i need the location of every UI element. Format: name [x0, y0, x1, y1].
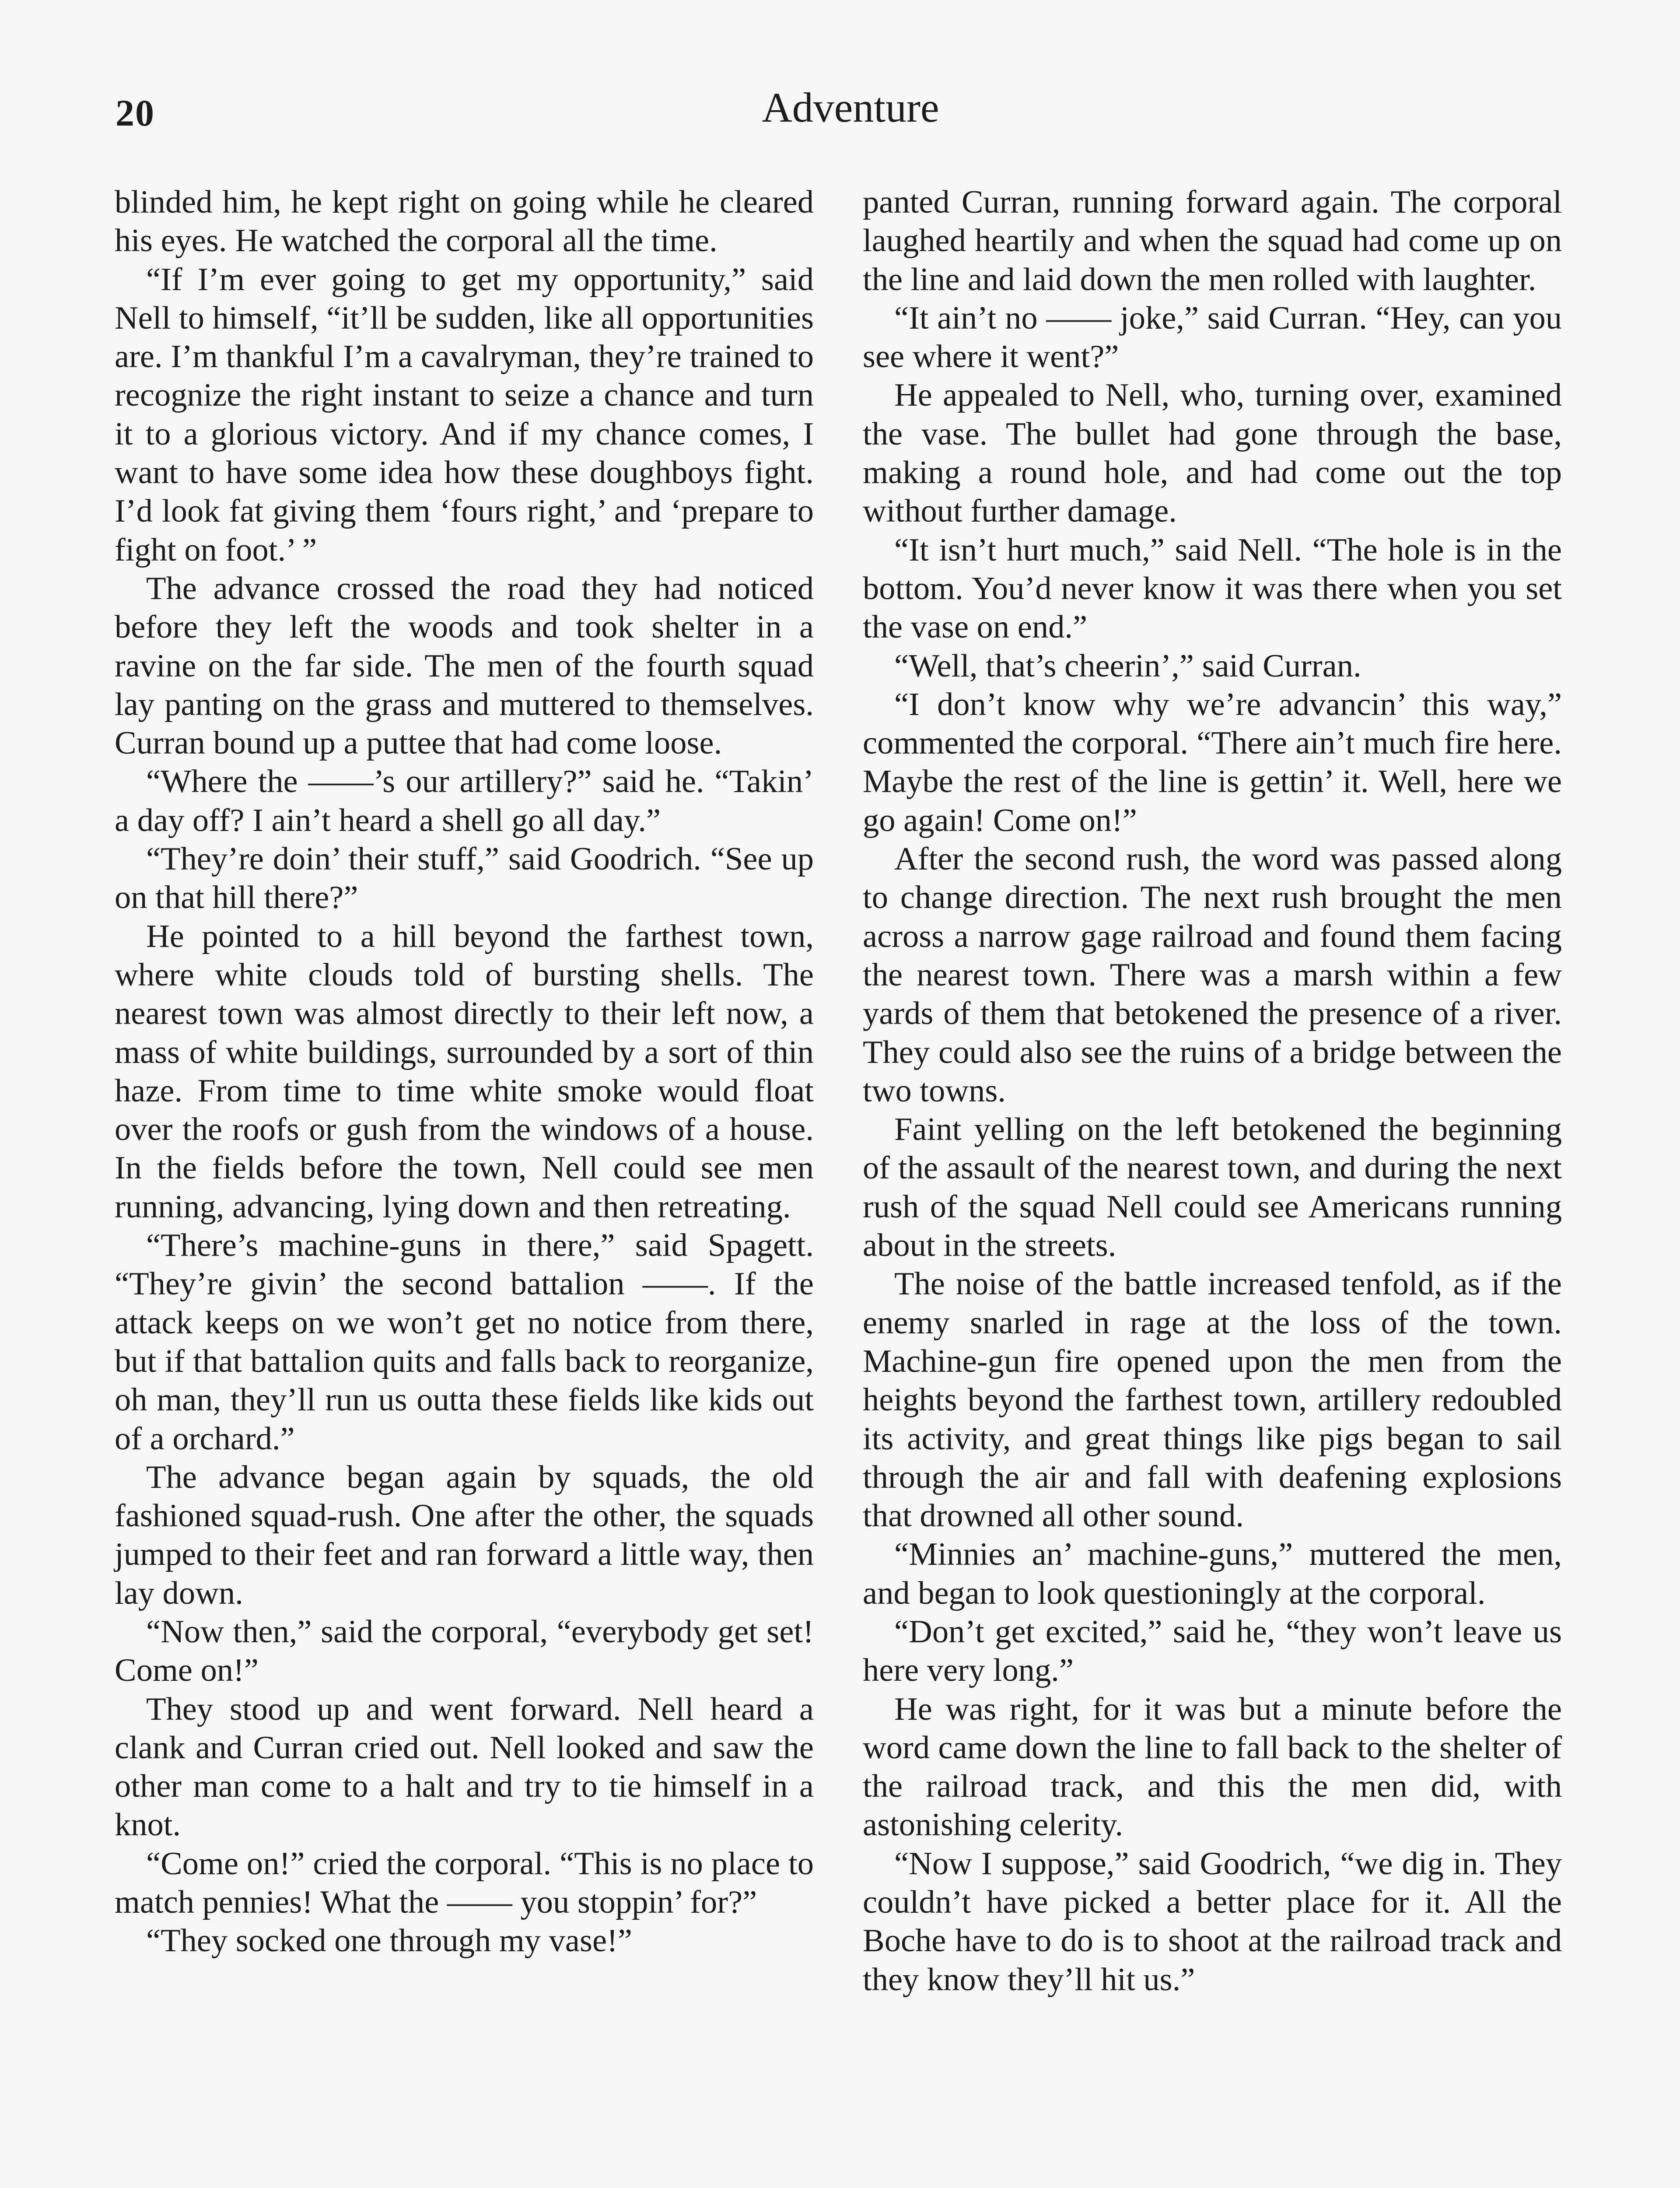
page-number: 20 [116, 92, 155, 134]
paragraph: “Where the ——’s our artillery?” said he. “Takin’ a day off? I ain’t heard a shell go all day.” [115, 764, 814, 838]
paragraph: “Come on!” cried the corporal. “This is no place to match pennies! What the —— you stoppin’ for?” [115, 1845, 814, 1921]
paragraph: “Don’t get excited,” said he, “they won’t leave us here very long.” [863, 1613, 1562, 1689]
page-header [116, 83, 1586, 144]
paragraph: “Now then,” said the corporal, “everybody get set! Come on!” [115, 1613, 814, 1689]
paragraph: “They’re doin’ their stuff,” said Goodrich. “See up on that hill there?” [115, 841, 814, 916]
paragraph: They stood up and went forward. Nell heard a clank and Curran cried out. Nell looked and saw the other man come to a halt and try to tie himself in a knot. [115, 1691, 814, 1843]
paragraph: blinded him, he kept right on going while he cleared his eyes. He watched the corporal all the time. [115, 184, 814, 259]
paragraph: The advance began again by squads, the old fashioned squad-rush. One after the other, the squads jumped to their feet and ran forward a little way, then lay down. [115, 1459, 814, 1611]
paragraph: “Well, that’s cheerin’,” said Curran. [894, 648, 1362, 684]
left-text-column [115, 183, 814, 1960]
paragraph: The noise of the battle increased tenfold, as if the enemy snarled in rage at the loss of the town. Machine-gun fire opened upon the men from the heights beyond the farthest town, artillery redoubled its activity, and great things like pigs began to sail through the air and fall with deafening explosions that drowned all other sound. [863, 1266, 1562, 1534]
running-title: Adventure [762, 84, 939, 131]
paragraph: “They socked one through my vase!” [146, 1923, 632, 1959]
paragraph: panted Curran, running forward again. The corporal laughed heartily and when the squad had come up on the line and laid down the men rolled with laughter. [863, 184, 1562, 298]
paragraph: “Now I suppose,” said Goodrich, “we dig in. They couldn’t have picked a better place for it. All the Boche have to do is to shoot at the railroad track and they know they’ll hit us.” [863, 1845, 1562, 1998]
paragraph: Faint yelling on the left betokened the beginning of the assault of the nearest town, and during the next rush of the squad Nell could see Americans running about in the streets. [863, 1112, 1562, 1264]
paragraph: He pointed to a hill beyond the farthest town, where white clouds told of bursting shells. The nearest town was almost directly to their left now, a mass of white buildings, surrounded by a sort of thin haze. From time to time white smoke would float over the roofs or gush from the windows of a house. In the fields before the town, Nell could see men running, advancing, lying down and then retreating. [115, 918, 814, 1225]
paragraph: “I don’t know why we’re advancin’ this way,” commented the corporal. “There ain’t much fire here. Maybe the rest of the line is gettin’ it. Well, here we go again! Come on!” [863, 686, 1562, 838]
paragraph: After the second rush, the word was passed along to change direction. The next rush brought the men across a narrow gage railroad and found them facing the nearest town. There was a marsh within a few yards of them that betokened the presence of a river. They could also see the ruins of a bridge between the two towns. [863, 841, 1562, 1109]
paragraph: “It ain’t no —— joke,” said Curran. “Hey, can you see where it went?” [863, 300, 1562, 375]
paragraph: “If I’m ever going to get my opportunity,” said Nell to himself, “it’ll be sudden, like all opportunities are. I’m thankful I’m a cavalryman, they’re trained to recognize the right instant to seize a chance and turn it to a glorious victory. And if my chance comes, I want to have some idea how these doughboys fight. I’d look fat giving them ‘fours right,’ and ‘prepare to fight on foot.’ ” [115, 261, 814, 568]
paragraph: “There’s machine-guns in there,” said Spagett. “They’re givin’ the second battalion ——. If the attack keeps on we won’t get no notice from there, but if that battalion quits and falls back to reorganize, oh man, they’ll run us outta these fields like kids out of a orchard.” [115, 1227, 814, 1457]
paragraph: “Minnies an’ machine-guns,” muttered the men, and began to look questioningly at the corporal. [863, 1536, 1562, 1611]
paragraph: “It isn’t hurt much,” said Nell. “The hole is in the bottom. You’d never know it was there when you set the vase on end.” [863, 532, 1562, 645]
paragraph: He appealed to Nell, who, turning over, examined the vase. The bullet had gone through the base, making a round hole, and had come out the top without further damage. [863, 377, 1562, 529]
paragraph: The advance crossed the road they had noticed before they left the woods and took shelter in a ravine on the far side. The men of the fourth squad lay panting on the grass and muttered to themselves. Curran bound up a puttee that had come loose. [115, 570, 814, 761]
paragraph: He was right, for it was but a minute before the word came down the line to fall back to the shelter of the railroad track, and this the men did, with astonishing celerity. [863, 1691, 1562, 1843]
right-text-column [863, 183, 1562, 1999]
